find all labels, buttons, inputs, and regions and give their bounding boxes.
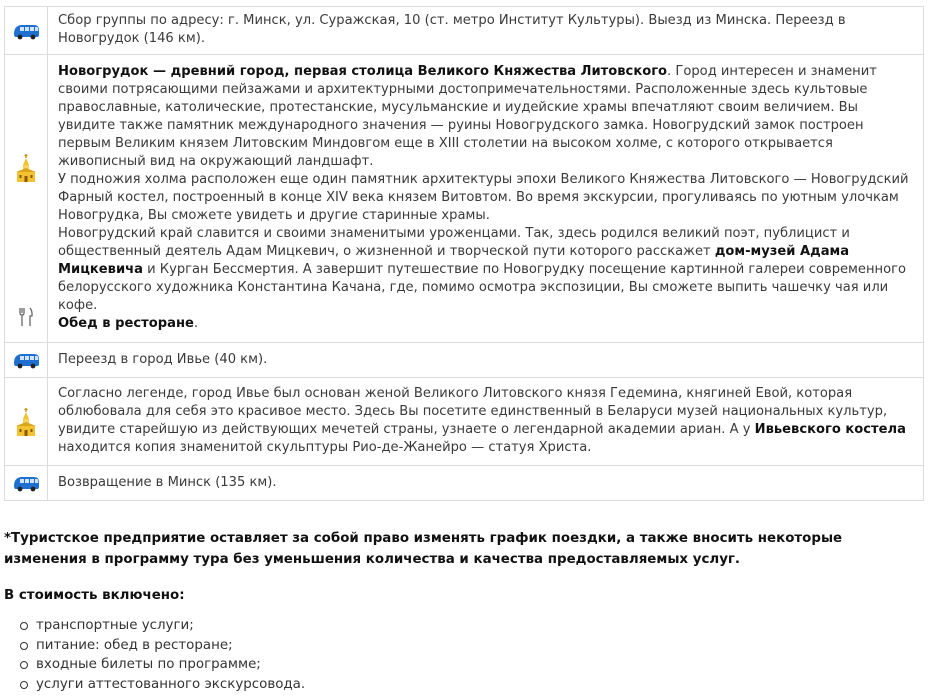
program-row-to-ivye [5, 343, 924, 378]
program-row-text: Сбор группы по адресу: г. Минск, ул. Суражская, 10 (ст. метро Институт Культуры). Выезд из Минска. Переезд в Новогрудок (146 км). [48, 7, 924, 55]
program-row-icon-cell [5, 55, 48, 343]
novogrudok-intro-bold: Новогрудок — древний город, первая столица Великого Княжества Литовского [58, 64, 668, 79]
program-row-text [48, 378, 924, 466]
program-row-icon-cell [5, 343, 48, 378]
list-item: услуги аттестованного экскурсовода. [18, 675, 924, 695]
program-row-icon-cell [5, 466, 48, 501]
program-row-text: Переезд в город Ивье (40 км). [48, 343, 924, 378]
program-row-text [48, 55, 924, 343]
bus-icon [12, 351, 40, 369]
program-row-icon-cell [5, 7, 48, 55]
mickiewicz-museum-bold: дом-музей Адама Мицкевича [58, 244, 850, 277]
list-item: транспортные услуги; [18, 616, 924, 636]
novogrudok-paragraph-3-start: Новогрудский край славится и своими знаменитыми уроженцами. Так, здесь родился великий поэт, публицист и общественный деятель Адам Мицкевич, о жизненной и творческой пути которого расскажет [58, 226, 850, 259]
church-icon [15, 407, 37, 437]
bus-icon [12, 22, 40, 40]
tour-program-table [4, 6, 924, 501]
bus-icon [12, 474, 40, 492]
novogrudok-intro-text: . Город интересен и знаменит своими потрясающими пейзажами и архитектурными достопримечательностями. Расположенные здесь культовые православные, католические, протестанские, мусульманские и иудейские храмы впечатляют своим величием. Вы увидите также памятник международного значения — руины Новогрудского замка. Новогрудский замок построен первым Великим князем Литовским Миндовгом еще в XIII столетии на высоком холме, с которого открывается живописный вид на окружающий ландшафт. [58, 64, 877, 169]
included-title: В стоимость включено: [4, 588, 185, 603]
novogrudok-paragraph-3-end: и Курган Бессмертия. А завершит путешествие по Новогрудку посещение картинной галереи современного белорусского художника Константина Качана, где, помимо осмотра экспозиции, Вы сможете выпить чашечку чая или кофе. [58, 262, 907, 313]
ivye-text-start: Согласно легенде, город Ивье был основан женой Великого Литовского князя Гедемина, княгиней Евой, которая облюбовала для себя это красивое место. Здесь Вы посетите единственный в Беларуси музей национальных культур, увидите старейшую из действующих мечетей страны, узнаете о легендарной академии ариан. А у [58, 386, 888, 437]
program-row-novogrudok [5, 55, 924, 343]
lunch-period: . [193, 316, 199, 331]
program-row-icon-cell [5, 378, 48, 466]
church-icon [15, 153, 37, 183]
novogrudok-paragraph-2: У подножия холма расположен еще один памятник архитектуры эпохи Великого Княжества Литовского — Новогрудский Фарный костел, построенный в конце XIV века князем Витовтом. Во время экскурсии, прогуливаясь по уютным улочкам Новогрудка, Вы сможете увидеть и другие старинные храмы. [58, 172, 909, 223]
list-item: питание: обед в ресторане; [18, 636, 924, 656]
lunch-bold: Обед в ресторане [58, 316, 194, 331]
included-list [4, 616, 924, 694]
tour-notes [4, 528, 924, 694]
fork-knife-icon [18, 307, 34, 327]
program-row-departure [5, 7, 924, 55]
disclaimer-text: *Туристское предприятие оставляет за собой право изменять график поездки, а также вносить некоторые изменения в программу тура без уменьшения количества и качества предоставляемых услуг. [4, 531, 843, 567]
program-row-text: Возвращение в Минск (135 км). [48, 466, 924, 501]
program-row-ivye [5, 378, 924, 466]
ivye-text-end: находится копия знаменитой скульптуры Рио-де-Жанейро — статуя Христа. [58, 440, 592, 455]
ivye-church-bold: Ивьевского костела [754, 422, 906, 437]
list-item: входные билеты по программе; [18, 655, 924, 675]
program-row-return [5, 466, 924, 501]
